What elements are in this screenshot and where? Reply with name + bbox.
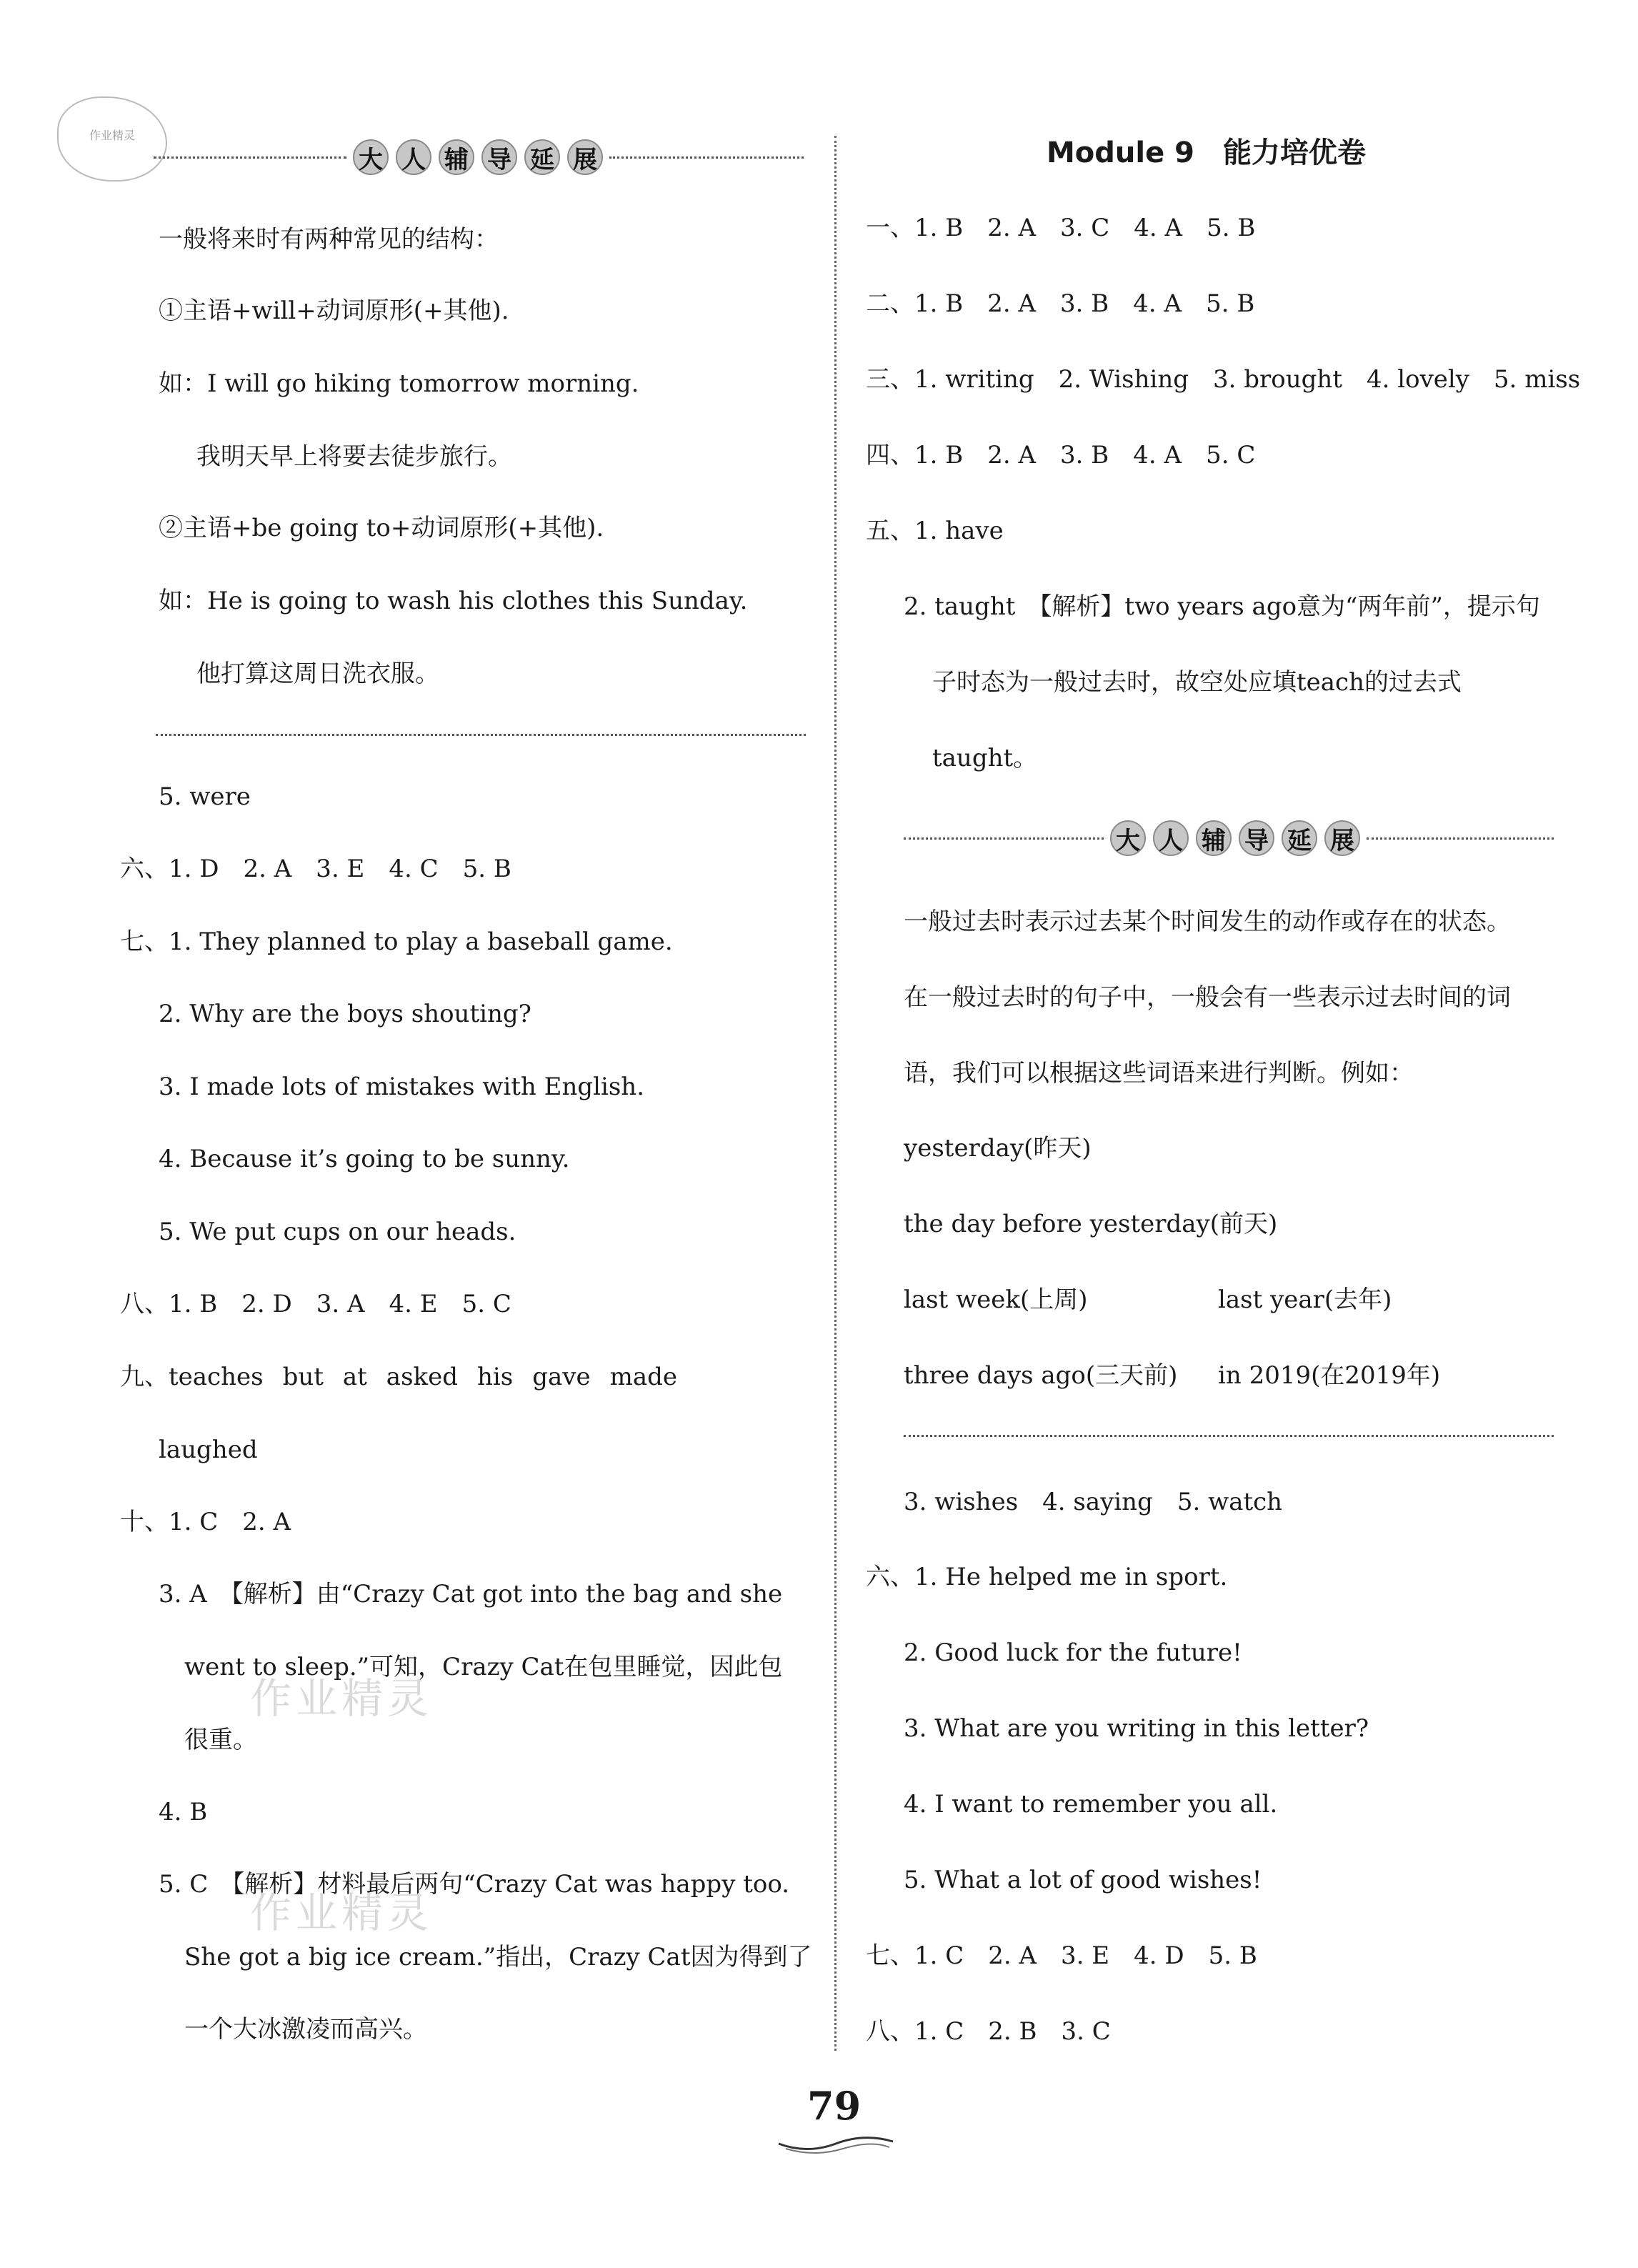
left-line-2: ①主语+will+动词原形(+其他).	[159, 297, 509, 325]
word-5: his	[477, 1363, 514, 1391]
header-char-1: 大	[353, 139, 389, 175]
right-line-10: 在一般过去时的句子中，一般会有一些表示过去时间的词	[904, 983, 1511, 1012]
left-line-18: 十、1. C 2. A	[120, 1508, 291, 1536]
page-title: Module 9 能力培优卷	[1047, 136, 1366, 169]
page-number: 79	[807, 2083, 862, 2129]
right-line-1: 一、1. B 2. A 3. C 4. A 5. B	[866, 214, 1256, 242]
left-line-21: 很重。	[184, 1726, 257, 1754]
left-section-header	[154, 139, 804, 175]
right-line-16: 3. wishes 4. saying 5. watch	[904, 1488, 1283, 1516]
publisher-logo	[57, 96, 167, 181]
word-6: gave	[532, 1363, 591, 1391]
word-2: but	[282, 1363, 324, 1391]
header-char-5: 延	[524, 139, 560, 175]
left-line-14: 5. We put cups on our heads.	[159, 1218, 516, 1246]
header-char-2: 人	[396, 139, 431, 175]
left-line-16	[120, 1365, 677, 1389]
right-section-divider	[904, 1435, 1554, 1437]
word-3: at	[342, 1363, 367, 1391]
watermark-1: 作业精灵	[250, 1674, 434, 1723]
header-char-4: 导	[481, 139, 517, 175]
right-line-17: 六、1. He helped me in sport.	[866, 1563, 1228, 1591]
right-line-19: 3. What are you writing in this letter?	[904, 1714, 1369, 1743]
right-line-9: 一般过去时表示过去某个时间发生的动作或存在的状态。	[904, 907, 1511, 936]
left-section-divider	[156, 734, 806, 736]
left-line-24: She got a big ice cream.”指出，Crazy Cat因为得到了	[184, 1943, 812, 1971]
right-line-14b: last year(去年)	[1218, 1285, 1392, 1314]
left-line-20: went to sleep.”可知，Crazy Cat在包里睡觉，因此包	[184, 1653, 783, 1681]
left-line-10: 七、1. They planned to play a baseball game.	[120, 927, 673, 956]
column-divider	[834, 136, 837, 2051]
right-line-13: the day before yesterday(前天)	[904, 1210, 1278, 1238]
header-char-2: 人	[1153, 820, 1189, 856]
left-line-3: 如：I will go hiking tomorrow morning.	[159, 369, 639, 398]
header-char-1: 大	[1110, 820, 1146, 856]
left-line-19: 3. A 【解析】由“Crazy Cat got into the bag and she	[159, 1580, 783, 1608]
header-char-6: 展	[567, 139, 603, 175]
right-line-2: 二、1. B 2. A 3. B 4. A 5. B	[866, 289, 1255, 318]
left-line-6: 如：He is going to wash his clothes this Sunday.	[159, 587, 748, 615]
left-line-8: 5. were	[159, 782, 251, 811]
right-line-11: 语，我们可以根据这些词语来进行判断。例如：	[904, 1059, 1414, 1088]
right-line-5: 五、1. have	[866, 517, 1004, 545]
header-char-6: 展	[1324, 820, 1360, 856]
left-line-7: 他打算这周日洗衣服。	[196, 660, 439, 688]
wave-ornament-icon	[775, 2133, 897, 2154]
right-line-6: 2. taught 【解析】two years ago意为“两年前”，提示句	[904, 592, 1540, 621]
left-line-15: 八、1. B 2. D 3. A 4. E 5. C	[120, 1290, 511, 1318]
right-line-8: taught。	[932, 744, 1038, 772]
word-4: asked	[386, 1363, 459, 1391]
left-line-13: 4. Because it’s going to be sunny.	[159, 1145, 570, 1173]
word-1: 九、teaches	[120, 1363, 264, 1391]
right-line-18: 2. Good luck for the future!	[904, 1638, 1242, 1667]
header-char-4: 导	[1239, 820, 1274, 856]
right-line-12: yesterday(昨天)	[904, 1134, 1092, 1163]
right-line-23: 八、1. C 2. B 3. C	[866, 2017, 1111, 2046]
left-header-badge	[349, 139, 606, 175]
left-line-5: ②主语+be going to+动词原形(+其他).	[159, 514, 604, 542]
left-line-22: 4. B	[159, 1798, 208, 1826]
right-line-21: 5. What a lot of good wishes!	[904, 1866, 1262, 1894]
right-line-3: 三、1. writing 2. Wishing 3. brought 4. lovely 5. miss	[866, 365, 1581, 394]
left-line-1: 一般将来时有两种常见的结构：	[159, 225, 499, 254]
right-line-22: 七、1. C 2. A 3. E 4. D 5. B	[866, 1941, 1257, 1970]
watermark-2: 作业精灵	[250, 1889, 434, 1937]
left-line-25: 一个大冰激凌而高兴。	[184, 2015, 427, 2044]
right-line-14a: last week(上周)	[904, 1285, 1088, 1314]
right-line-15b: in 2019(在2019年)	[1218, 1361, 1441, 1390]
left-line-4: 我明天早上将要去徒步旅行。	[196, 442, 512, 471]
left-line-9: 六、1. D 2. A 3. E 4. C 5. B	[120, 855, 511, 883]
left-line-23: 5. C 【解析】材料最后两句“Crazy Cat was happy too.	[159, 1870, 790, 1899]
left-line-17: laughed	[159, 1436, 258, 1464]
logo-text: 作业精灵	[89, 129, 135, 142]
right-line-20: 4. I want to remember you all.	[904, 1790, 1278, 1819]
left-line-12: 3. I made lots of mistakes with English.	[159, 1073, 645, 1101]
right-section-header	[904, 820, 1554, 856]
right-header-badge	[1107, 820, 1364, 856]
right-line-4: 四、1. B 2. A 3. B 4. A 5. C	[866, 441, 1256, 469]
word-7: made	[609, 1363, 677, 1391]
header-char-3: 辅	[1196, 820, 1232, 856]
left-line-11: 2. Why are the boys shouting?	[159, 1000, 531, 1028]
right-line-7: 子时态为一般过去时，故空处应填teach的过去式	[932, 668, 1462, 697]
header-char-3: 辅	[439, 139, 474, 175]
header-char-5: 延	[1282, 820, 1317, 856]
right-line-15a: three days ago(三天前)	[904, 1361, 1178, 1390]
